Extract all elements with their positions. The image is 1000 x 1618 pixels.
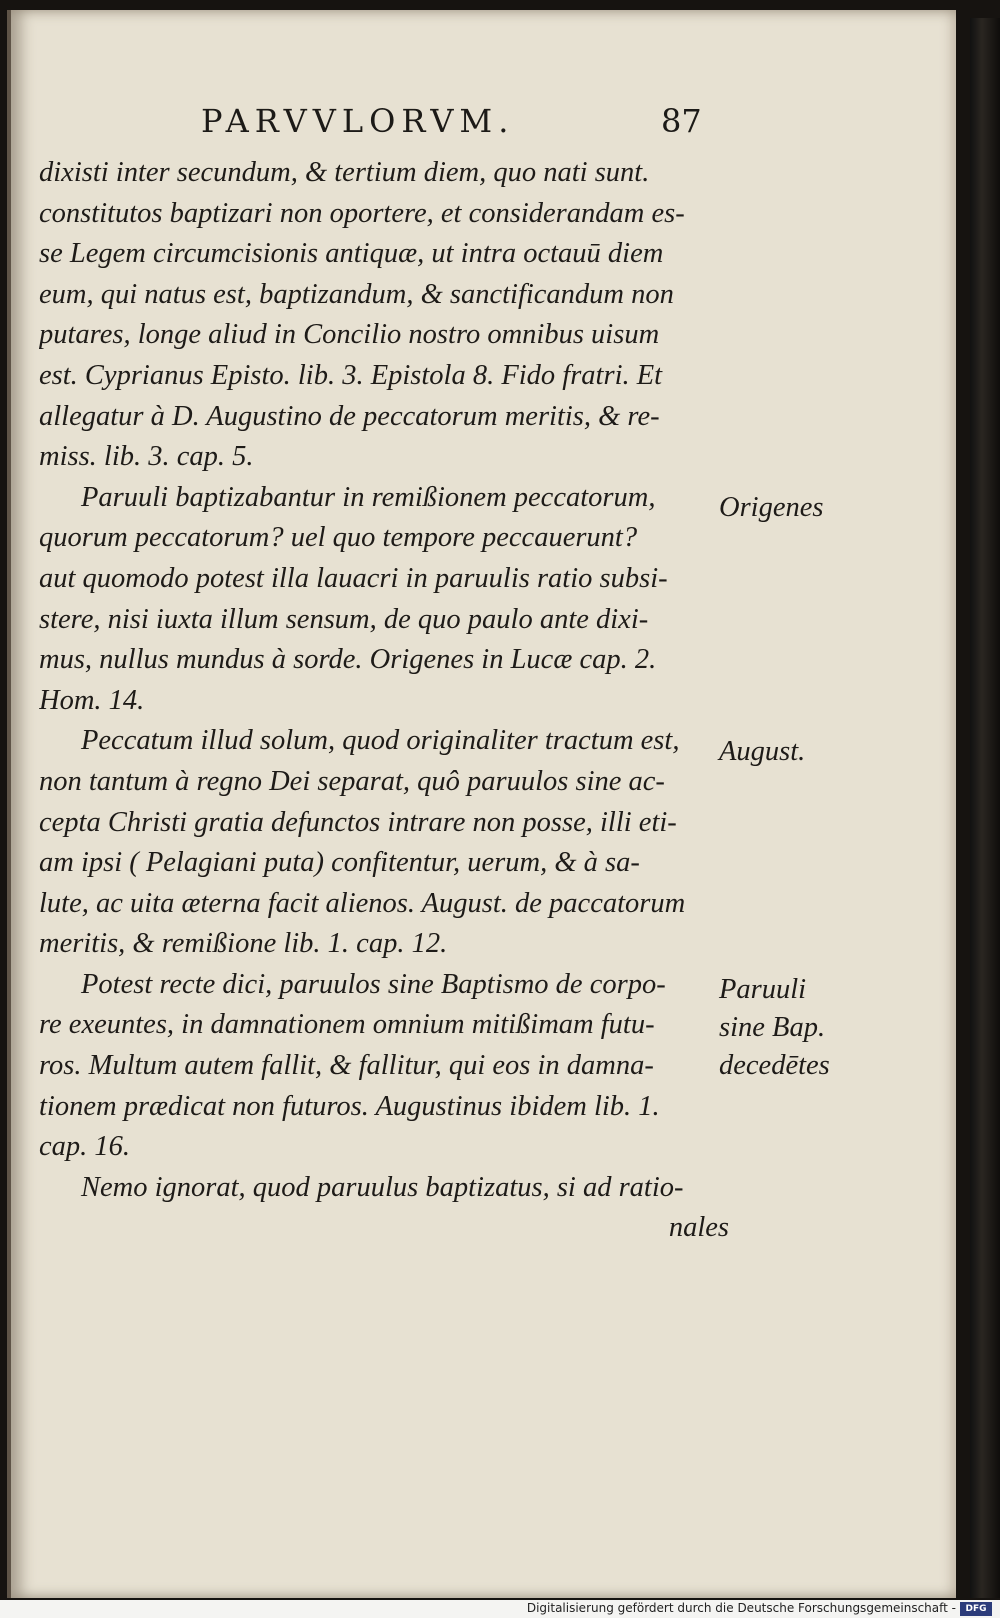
text-line: non tantum à regno Dei separat, quô paruulos sine ac- xyxy=(39,765,665,797)
marginal-note-august: August. xyxy=(719,736,806,767)
marginal-note-paruuli: Paruuli xyxy=(719,974,807,1005)
text-line: est. Cyprianus Episto. lib. 3. Epistola 8. Fido fratri. Et xyxy=(39,359,663,391)
text-line: Peccatum illud solum, quod originaliter tractum est, xyxy=(81,725,680,757)
text-line: dixisti inter secundum, & tertium diem, quo nati sunt. xyxy=(39,157,650,188)
text-line: Hom. 14. xyxy=(39,684,145,716)
text-line: cap. 16. xyxy=(39,1131,131,1163)
text-line: stere, nisi iuxta illum sensum, de quo paulo ante dixi- xyxy=(39,603,649,635)
text-line: Potest recte dici, paruulos sine Baptismo de corpo- xyxy=(81,968,666,1000)
text-line: mus, nullus mundus à sorde. Origenes in Lucæ cap. 2. xyxy=(39,644,657,676)
marginal-note-origenes: Origenes xyxy=(719,492,824,523)
text-line: lute, ac uita æterna facit alienos. August. de paccatorum xyxy=(39,887,686,919)
dfg-logo: DFG xyxy=(960,1602,992,1616)
text-line: meritis, & remißione lib. 1. cap. 12. xyxy=(39,928,448,960)
text-line: ros. Multum autem fallit, & fallitur, qui eos in damna- xyxy=(39,1050,654,1082)
catchword: nales xyxy=(668,1212,729,1244)
text-line: se Legem circumcisionis antiquæ, ut intra octauū diem xyxy=(39,238,664,270)
text-line: constitutos baptizari non oportere, et considerandam es- xyxy=(39,197,685,229)
marginal-note-paruuli: decedētes xyxy=(719,1050,830,1081)
text-line: re exeuntes, in damnationem omnium mitißimam futu- xyxy=(39,1009,655,1041)
text-line: quorum peccatorum? uel quo tempore peccauerunt? xyxy=(39,522,638,554)
text-line: aut quomodo potest illa lauacri in paruulis ratio subsi- xyxy=(39,562,668,594)
book-page xyxy=(7,10,956,1598)
digitization-credit: Digitalisierung gefördert durch die Deutsche Forschungsgemeinschaft - xyxy=(526,1601,956,1615)
text-line: Nemo ignorat, quod paruulus baptizatus, si ad ratio- xyxy=(81,1171,684,1203)
page-number: 87 xyxy=(661,102,702,140)
text-line: eum, qui natus est, baptizandum, & sanctificandum non xyxy=(39,278,674,310)
marginal-note-paruuli: sine Bap. xyxy=(719,1012,826,1043)
body-text xyxy=(39,153,729,1249)
text-line: allegatur à D. Augustino de peccatorum meritis, & re- xyxy=(39,400,660,432)
text-line: Paruuli baptizabantur in remißionem peccatorum, xyxy=(81,481,656,513)
page-edge xyxy=(970,18,1000,1598)
text-line: cepta Christi gratia defunctos intrare non posse, illi eti- xyxy=(39,806,677,838)
text-line: am ipsi ( Pelagiani puta) confitentur, uerum, & à sa- xyxy=(39,847,640,879)
text-line: miss. lib. 3. cap. 5. xyxy=(39,441,254,473)
running-title: PARVVLORVM. xyxy=(201,102,515,140)
text-line: tionem prædicat non futuros. Augustinus ibidem lib. 1. xyxy=(39,1090,660,1122)
text-line: putares, longe aliud in Concilio nostro omnibus uisum xyxy=(39,319,660,351)
